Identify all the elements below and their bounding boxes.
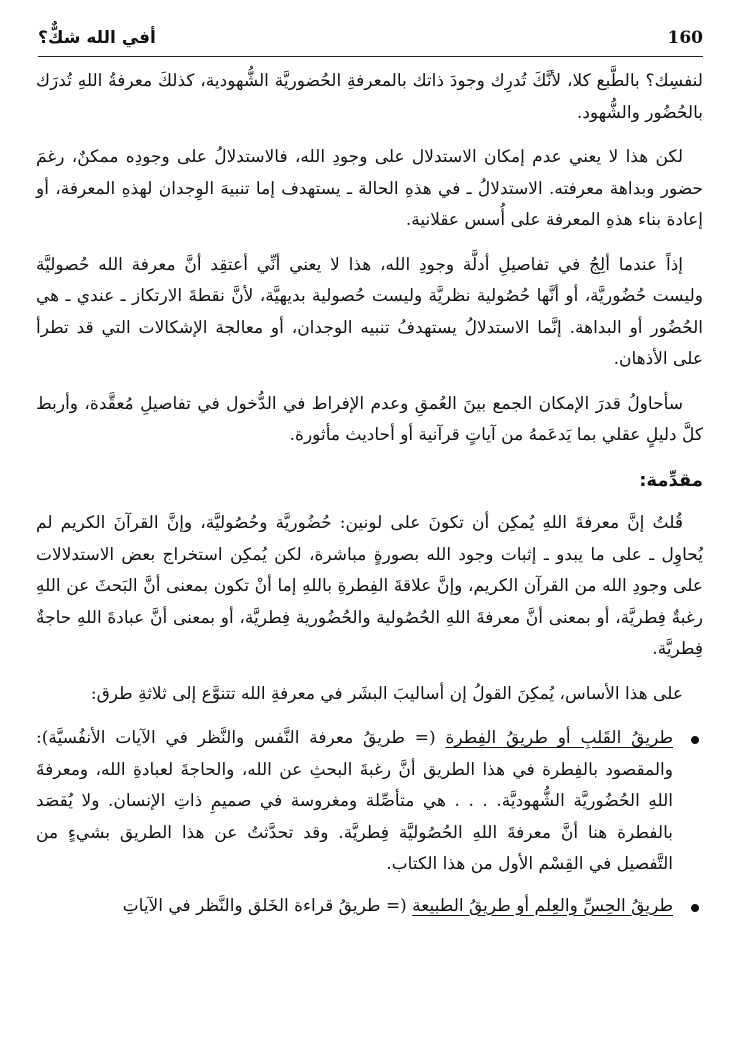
intro-paragraph-1: قُلتُ إنَّ معرفةَ اللهِ يُمكِن أن تكونَ على لونين: حُضُوريَّة وحُصُوليَّة، وإنَّ القرآنَ الكريم لم يُحاوِل ـ على ما يبدو ـ إثبات وجود الله بصورةٍ مباشرة، لكن يُمكِن استخراج بعض الاستدلالات على وجودِ الله من القرآن الكريم، وإنَّ علاقةَ الفِطرةِ باللهِ إما أنْ تكون بمعنى أنَّ البَحثَ عن اللهِ رغبةٌ فِطريَّة، أو بمعنى أنَّ معرفةَ اللهِ الحُصُولية والحُضُورية فِطريَّة، أو بمعنى أنَّ عبادةَ اللهِ حاجةٌ فِطريَّة. — [36, 513, 703, 659]
list-item-text: (= طريقُ قراءة الخَلق والنَّظر في الآياتِ — [122, 895, 413, 916]
section-heading: مقدِّمة: — [639, 469, 703, 491]
list-item-heart-path — [36, 723, 703, 881]
paragraph-1: لنفسِك؟ بالطَّبع كلا، لأنَّكَ تُدرِك وجودَ ذاتك بالمعرفةِ الحُضوريَّة الشُّهودية، كذلكَ معرفةُ اللهِ تُدرَك بالحُضُور والشُّهود. — [36, 71, 703, 123]
running-title: أفي الله شكٌّ؟ — [38, 28, 156, 48]
list-item-text: (= طريقُ معرفة النَّفس والنَّظر في الآيات الأنفُسيَّة): والمقصود بالفِطرة في هذا الطريق أنَّ رغبةَ البحثِ عن الله، والحاجةَ لعبادةِ الله، ومعرفةَ اللهِ الحُضُوريَّة الشُّهوديَّة. . . . هي متأصِّلة ومغروسة في صميمِ ذاتِ الإنسان. ولا يُقصَد بالفطرة هنا أنَّ معرفةَ اللهِ الحُصُوليَّة فِطريَّة. وقد تحدَّثتُ عن هذا الطريق بشيءٍ من التَّفصيل في القِسْم الأول من هذا الكتاب. — [36, 728, 673, 874]
list-item-nature-path — [36, 891, 703, 923]
page-body — [36, 66, 703, 932]
paragraph-2: لكن هذا لا يعني عدم إمكان الاستدلال على وجودِ الله، فالاستدلالُ على وجودِه ممكنٌ، رغمَ حضور وبداهة معرفته. الاستدلالُ ـ في هذهِ الحالة ـ يستهدف إما تنبيهَ الوِجدان لهذهِ المعرفة، أو إعادة بناء هذهِ المعرفة على أُسس عقلانية. — [36, 147, 703, 230]
list-item-title: طريقُ الحِسِّ والعِلم أو طريقُ الطبيعة — [412, 895, 673, 916]
bullet-icon — [691, 736, 699, 744]
list-item-title: طريقُ القَلبِ أو طريقُ الفِطرة — [445, 728, 673, 748]
paragraph-4: سأحاولُ قدرَ الإمكان الجمع بينَ العُمقِ وعدم الإفراط في الدُّخول في تفاصيلِ مُعقَّدة، وأربط كلَّ دليلٍ عقلي بما يَدعَمهُ من آياتٍ قرآنية أو أحاديث مأثورة. — [36, 393, 703, 445]
bullet-icon — [691, 904, 699, 912]
paragraph-3: إذاً عندما ألِجُ في تفاصيلِ أدلَّة وجودِ الله، هذا لا يعني أنِّي أعتقِد أنَّ معرفة الله حُصوليَّة وليست حُضُوريَّة، أو أنَّها حُصُولية نظريَّة وليست حُصولية بديهيَّة، لأنَّ نقطةَ الارتكاز ـ عندي ـ هي الحُضُور أو البداهة. إنَّما الاستدلالُ يستهدفُ تنبيه الوجدان، أو معالجة الإشكالات التي قد تطرأ على الأذهان. — [36, 254, 703, 369]
intro-paragraph-2: على هذا الأساس، يُمكِنَ القولُ إن أساليبَ البشَر في معرفةِ الله تتنوَّع إلى ثلاثةِ طرق: — [90, 683, 683, 704]
page-number: 160 — [667, 28, 703, 48]
page-header — [38, 22, 703, 57]
